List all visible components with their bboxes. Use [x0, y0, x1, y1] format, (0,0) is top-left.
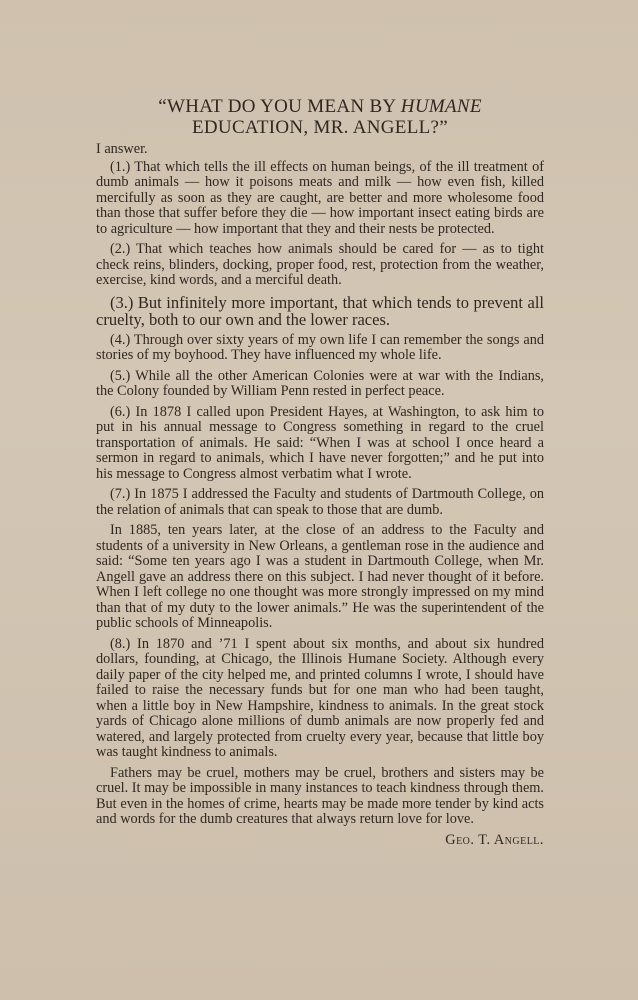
paragraph-1: (1.) That which tells the ill effects on human beings, of the ill treatment of dumb animals — how it poisons meats and milk — how even fish, killed mercifully as soon as they are caught, are better and more wholesome food than those that suffer before they die — how important insect eating birds are to agriculture — how important that they and their nests be protected.: [96, 158, 544, 237]
paragraph-5: (5.) While all the other American Colonies were at war with the Indians, the Colony founded by William Penn rested in perfect peace.: [96, 367, 544, 399]
paragraph-6: (6.) In 1878 I called upon President Hayes, at Washington, to ask him to put in his annual message to Congress something in regard to the cruel transportation of animals. He said: “When I was at school I once heard a sermon in regard to animals, which I have never forgotten;” and he put into his message to Congress almost verbatim what I wrote.: [96, 403, 544, 482]
paragraph-2: (2.) That which teaches how animals should be cared for — as to tight check reins, blinders, docking, proper food, rest, protection from the weather, exercise, kind words, and a merciful death.: [96, 241, 544, 288]
title-part2: EDUCATION, MR. ANGELL?”: [192, 117, 448, 138]
paragraph-7: (7.) In 1875 I addressed the Faculty and students of Dartmouth College, on the relation of animals that can speak to those that are dumb.: [96, 486, 544, 518]
paragraph-8: (8.) In 1870 and ’71 I spent about six months, and about six hundred dollars, founding, at Chicago, the Illinois Humane Society. Although every daily paper of the city helped me, and printed columns I wrote, I should have failed to raise the necessary funds but for one man who had been taught, when a little boy in New Hampshire, kindness to animals. In the great stock yards of Chicago alone millions of dumb animals are now properly fed and watered, and largely protected from cruelty every year, because that little boy was taught kindness to animals.: [96, 635, 544, 760]
paragraph-9: Fathers may be cruel, mothers may be cruel, brothers and sisters may be cruel. It may be impossible in many instances to teach kindness through them. But even in the homes of crime, hearts may be made more tender by kind acts and words for the dumb creatures that always return love for love.: [96, 764, 544, 827]
title-italic: HUMANE: [400, 96, 482, 117]
paragraph-4: (4.) Through over sixty years of my own life I can remember the songs and stories of my boyhood. They have influenced my whole life.: [96, 331, 544, 363]
page-title: [96, 96, 544, 138]
article-body: [96, 96, 544, 848]
paragraph-7b: In 1885, ten years later, at the close of an address to the Faculty and students of a university in New Orleans, a gentleman rose in the audience and said: “Some ten years ago I was a student in Dartmouth College, when Mr. Angell gave an address there on this subject. I had never thought of it before. When I left college no one thought was more strongly impressed on my mind than that of my duty to the lower animals.” He was the superintendent of the public schools of Minneapolis.: [96, 522, 544, 631]
signature: Geo. T. Angell.: [445, 831, 544, 848]
paragraph-3: (3.) But infinitely more important, that which tends to prevent all cruelty, both to our own and the lower races.: [96, 292, 544, 329]
answer-line: I answer.: [96, 141, 148, 157]
title-part1: “WHAT DO YOU MEAN BY: [158, 96, 401, 117]
